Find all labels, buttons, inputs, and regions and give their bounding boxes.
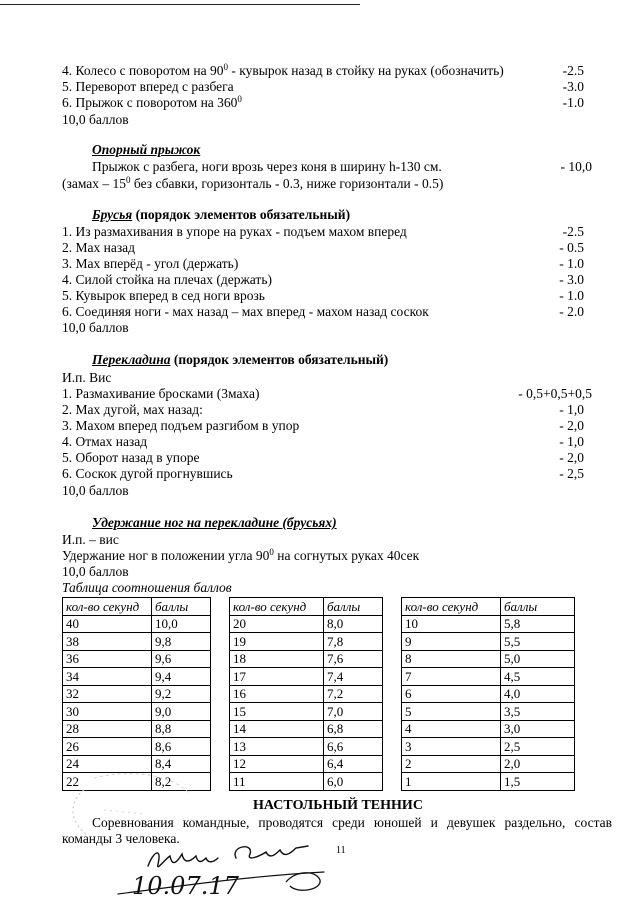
tennis-title: НАСТОЛЬНЫЙ ТЕННИС <box>253 798 423 813</box>
bars-subtitle: (порядок элементов обязательный) <box>132 207 351 222</box>
column-gap <box>211 650 230 668</box>
gym-item-6: 6. Прыжок с поворотом на $360^0$ <box>62 94 242 110</box>
gym-item-4-value: -2.5 <box>562 63 584 78</box>
seconds-cell: 7 <box>402 668 501 686</box>
vault-value: - 10,0 <box>560 159 592 174</box>
crossbar-subtitle: (порядок элементов обязательный) <box>170 352 389 367</box>
table-row <box>63 650 575 668</box>
crossbar-heading <box>92 352 388 368</box>
page-number: 11 <box>336 845 346 856</box>
bars-item: 3. Мах вперёд - угол (держать) <box>62 256 239 271</box>
points-cell: 5,0 <box>501 650 575 668</box>
points-cell: 7,6 <box>324 650 383 668</box>
bars-heading <box>92 207 350 223</box>
vault-title: Опорный прыжок <box>92 142 201 157</box>
points-cell: 9,6 <box>152 650 211 668</box>
top-rule <box>0 4 360 5</box>
bars-item: 1. Из размахивания в упоре на руках - подъем махом вперед <box>62 224 407 239</box>
leghold-start: И.п. – вис <box>62 532 119 547</box>
vault-line1: Прыжок с разбега, ноги врозь через коня в ширину h-130 см. <box>92 159 442 174</box>
points-cell: 6,0 <box>324 773 383 791</box>
table-header-row <box>63 598 575 616</box>
crossbar-item: 6. Соскок дугой прогнувшись <box>62 466 233 481</box>
score-table <box>62 597 575 791</box>
seconds-cell: 4 <box>402 720 501 738</box>
crossbar-total: 10,0 баллов <box>62 483 129 498</box>
bars-item-value: - 2.0 <box>559 304 584 319</box>
column-gap <box>211 755 230 773</box>
points-cell: 2,0 <box>501 755 575 773</box>
seconds-cell: 18 <box>230 650 324 668</box>
bars-item: 5. Кувырок вперед в сед ноги врозь <box>62 288 265 303</box>
points-cell: 3,0 <box>501 720 575 738</box>
column-gap <box>383 685 402 703</box>
seconds-cell: 3 <box>402 738 501 756</box>
crossbar-item-value: - 2,5 <box>559 466 584 481</box>
points-cell: 7,0 <box>324 703 383 721</box>
crossbar-item: 1. Размахивание бросками (3маха) <box>62 386 260 401</box>
gym-item-4: 4. Колесо с поворотом на $90^0$ - кувырок назад в стойку на руках (обозначить) <box>62 62 504 78</box>
column-gap <box>383 773 402 791</box>
points-cell: 6,8 <box>324 720 383 738</box>
handwritten-signature <box>110 836 340 898</box>
points-cell: 7,2 <box>324 685 383 703</box>
crossbar-item-value: - 1,0 <box>559 402 584 417</box>
column-gap <box>211 703 230 721</box>
vault-line2: (замах – $15^0$ без сбавки, горизонталь - 0.3, ниже горизонтали - 0.5) <box>62 175 444 191</box>
points-cell: 9,2 <box>152 685 211 703</box>
column-gap <box>211 738 230 756</box>
points-cell: 5,8 <box>501 615 575 633</box>
bars-item-value: - 0.5 <box>559 240 584 255</box>
column-gap <box>383 633 402 651</box>
bars-item-value: - 1.0 <box>559 256 584 271</box>
crossbar-start: И.п. Вис <box>62 370 112 385</box>
points-cell: 9,0 <box>152 703 211 721</box>
table-row <box>63 703 575 721</box>
column-gap <box>211 773 230 791</box>
seconds-cell: 13 <box>230 738 324 756</box>
points-cell: 3,5 <box>501 703 575 721</box>
crossbar-item-value: - 0,5+0,5+0,5 <box>518 386 592 401</box>
leghold-line: Удержание ног в положении угла $90^0$ на согнутых руках 40сек <box>62 547 420 563</box>
header-seconds: кол-во секунд <box>230 598 324 616</box>
table-row <box>63 633 575 651</box>
seconds-cell: 12 <box>230 755 324 773</box>
points-cell: 4,0 <box>501 685 575 703</box>
seconds-cell: 36 <box>63 650 152 668</box>
seconds-cell: 14 <box>230 720 324 738</box>
bars-title: Брусья <box>92 207 133 222</box>
crossbar-item: 3. Махом вперед подъем разгибом в упор <box>62 418 300 433</box>
points-cell: 7,4 <box>324 668 383 686</box>
seconds-cell: 16 <box>230 685 324 703</box>
points-cell: 8,6 <box>152 738 211 756</box>
seconds-cell: 1 <box>402 773 501 791</box>
table-row <box>63 685 575 703</box>
points-cell: 6,6 <box>324 738 383 756</box>
column-gap <box>383 598 402 616</box>
seconds-cell: 5 <box>402 703 501 721</box>
points-cell: 9,4 <box>152 668 211 686</box>
leghold-total: 10,0 баллов <box>62 564 129 579</box>
leghold-title: Удержание ног на перекладине (брусьях) <box>92 515 337 530</box>
bars-item-value: - 3.0 <box>559 272 584 287</box>
column-gap <box>383 738 402 756</box>
seconds-cell: 26 <box>63 738 152 756</box>
seconds-cell: 19 <box>230 633 324 651</box>
column-gap <box>383 703 402 721</box>
crossbar-title: Перекладина <box>92 352 171 367</box>
gym-item-6-value: -1.0 <box>562 95 584 110</box>
points-cell: 9,8 <box>152 633 211 651</box>
column-gap <box>383 615 402 633</box>
points-cell: 8,8 <box>152 720 211 738</box>
seconds-cell: 32 <box>63 685 152 703</box>
seconds-cell: 2 <box>402 755 501 773</box>
points-cell: 2,5 <box>501 738 575 756</box>
column-gap <box>383 668 402 686</box>
crossbar-item: 4. Отмах назад <box>62 434 148 449</box>
bars-item-value: - 1.0 <box>559 288 584 303</box>
gym-total: 10,0 баллов <box>62 112 129 127</box>
points-cell: 4,5 <box>501 668 575 686</box>
bars-item: 2. Мах назад <box>62 240 136 255</box>
seconds-cell: 30 <box>63 703 152 721</box>
column-gap <box>211 633 230 651</box>
column-gap <box>383 720 402 738</box>
points-cell: 1,5 <box>501 773 575 791</box>
tennis-line2: команды 3 человека. <box>62 831 180 846</box>
points-cell: 7,8 <box>324 633 383 651</box>
points-cell: 8,2 <box>152 773 211 791</box>
seconds-cell: 20 <box>230 615 324 633</box>
seconds-cell: 11 <box>230 773 324 791</box>
table-row <box>63 668 575 686</box>
column-gap <box>383 650 402 668</box>
seconds-cell: 10 <box>402 615 501 633</box>
seconds-cell: 6 <box>402 685 501 703</box>
seconds-cell: 9 <box>402 633 501 651</box>
points-cell: 8,0 <box>324 615 383 633</box>
seconds-cell: 17 <box>230 668 324 686</box>
header-points: баллы <box>324 598 383 616</box>
bars-item: 6. Соединяя ноги - мах назад – мах вперед - махом назад соскок <box>62 304 429 319</box>
points-cell: 8,4 <box>152 755 211 773</box>
seconds-cell: 15 <box>230 703 324 721</box>
seconds-cell: 24 <box>63 755 152 773</box>
gym-item-5: 5. Переворот вперед с разбега <box>62 79 234 94</box>
column-gap <box>211 685 230 703</box>
column-gap <box>211 598 230 616</box>
bars-total: 10,0 баллов <box>62 320 129 335</box>
table-row <box>63 615 575 633</box>
points-cell: 6,4 <box>324 755 383 773</box>
column-gap <box>211 668 230 686</box>
seconds-cell: 38 <box>63 633 152 651</box>
seconds-cell: 34 <box>63 668 152 686</box>
bars-item: 4. Силой стойка на плечах (держать) <box>62 272 272 287</box>
table-row <box>63 738 575 756</box>
gym-item-5-value: -3.0 <box>562 79 584 94</box>
table-caption: Таблица соотношения баллов <box>62 580 232 595</box>
tennis-line1: Соревнования командные, проводятся среди юношей и девушек раздельно, состав <box>92 815 612 830</box>
seconds-cell: 8 <box>402 650 501 668</box>
header-seconds: кол-во секунд <box>63 598 152 616</box>
crossbar-item-value: - 1,0 <box>559 434 584 449</box>
column-gap <box>211 615 230 633</box>
column-gap <box>383 755 402 773</box>
seconds-cell: 40 <box>63 615 152 633</box>
crossbar-item: 2. Мах дугой, мах назад: <box>62 402 203 417</box>
bars-item-value: -2.5 <box>562 224 584 239</box>
header-points: баллы <box>501 598 575 616</box>
column-gap <box>211 720 230 738</box>
signature-date: 10.07.17 <box>132 872 239 898</box>
seconds-cell: 22 <box>63 773 152 791</box>
points-cell: 10,0 <box>152 615 211 633</box>
header-points: баллы <box>152 598 211 616</box>
points-cell: 5,5 <box>501 633 575 651</box>
crossbar-item-value: - 2,0 <box>559 418 584 433</box>
crossbar-item: 5. Оборот назад в упоре <box>62 450 200 465</box>
crossbar-item-value: - 2,0 <box>559 450 584 465</box>
header-seconds: кол-во секунд <box>402 598 501 616</box>
table-row <box>63 720 575 738</box>
seconds-cell: 28 <box>63 720 152 738</box>
